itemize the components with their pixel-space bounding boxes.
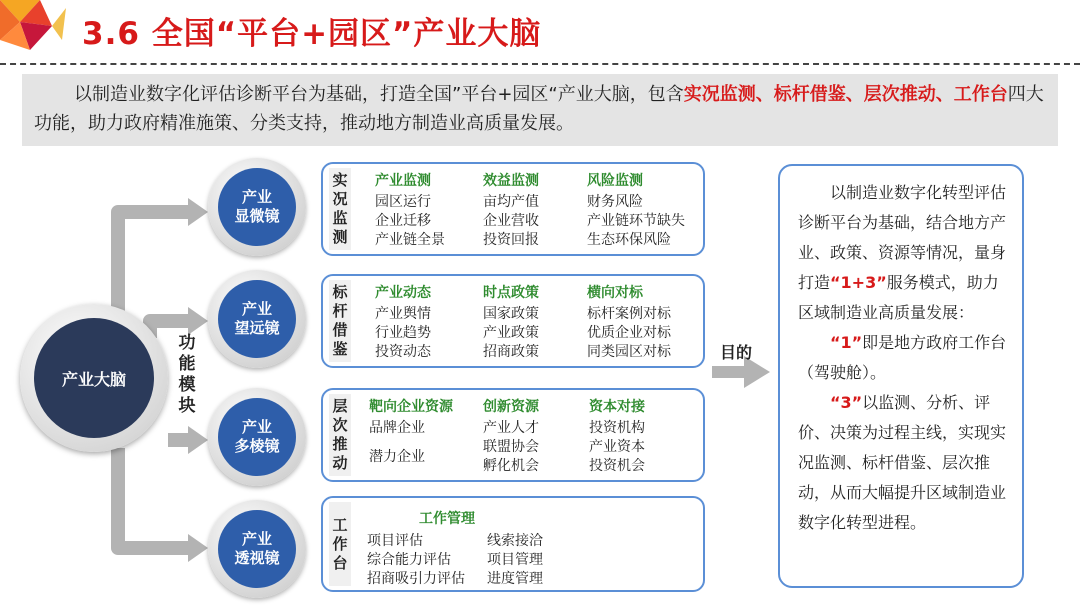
panel-benchmarking	[321, 274, 705, 368]
column-header: 靶向企业资源	[369, 399, 453, 415]
list-item: 产业链全景	[375, 232, 445, 248]
function-module-label	[176, 333, 198, 417]
panel-column	[375, 172, 445, 250]
list-item: 综合能力评估	[367, 552, 451, 568]
panel-column	[589, 398, 645, 476]
column-header: 横向对标	[587, 285, 643, 301]
list-item: 产业政策	[483, 325, 539, 341]
list-item: 亩均产值	[483, 194, 539, 210]
purpose-box	[778, 164, 1024, 588]
module-label-char: 能	[178, 354, 196, 374]
list-item: 国家政策	[483, 306, 539, 322]
column-header: 资本对接	[589, 399, 645, 415]
panel-column	[483, 398, 539, 476]
list-item: 行业趋势	[375, 325, 431, 341]
lens-label: 产业	[241, 300, 272, 318]
panel-column	[375, 284, 431, 362]
list-item: 项目管理	[487, 552, 543, 568]
core-label: 产业大脑	[34, 318, 154, 438]
intro-text-tail: 四大功能，助力政府精准施策、分类支持，推动地方制造业高质量发展。	[34, 84, 1044, 134]
column-header: 时点政策	[483, 285, 539, 301]
panel-column	[587, 284, 671, 362]
list-item: 投资机构	[589, 420, 645, 436]
module-label-char: 块	[178, 396, 196, 416]
list-item: 招商政策	[483, 344, 539, 360]
list-item: 品牌企业	[369, 420, 425, 436]
list-item: 同类园区对标	[587, 344, 671, 360]
list-item: 进度管理	[487, 571, 543, 587]
module-label-char: 模	[178, 375, 196, 395]
panel-workbench	[321, 496, 705, 592]
list-item: 孵化机会	[483, 458, 539, 474]
list-item: 线索接洽	[487, 533, 543, 549]
lens-telescope	[208, 270, 306, 368]
panel-column	[369, 398, 453, 467]
list-item: 生态环保风险	[587, 232, 671, 248]
panel-tab: 实 况 监 测	[329, 168, 351, 250]
list-item: 企业营收	[483, 213, 539, 229]
list-item: 潜力企业	[369, 449, 425, 465]
panel-tab: 层 次 推 动	[329, 394, 351, 476]
lens-prism	[208, 388, 306, 486]
industry-brain-core	[20, 304, 168, 452]
lens-label: 产业	[241, 418, 272, 436]
list-item: 投资动态	[375, 344, 431, 360]
column-header: 工作管理	[419, 511, 475, 527]
list-item: 产业舆情	[375, 306, 431, 322]
lens-microscope	[208, 158, 306, 256]
list-item: 产业人才	[483, 420, 539, 436]
column-header: 风险监测	[587, 173, 643, 189]
column-header: 创新资源	[483, 399, 539, 415]
panel-tab: 标 杆 借 鉴	[329, 280, 351, 362]
page-title: 3.6 全国“平台+园区”产业大脑	[82, 16, 542, 52]
list-item: 联盟协会	[483, 439, 539, 455]
purpose-paragraph: “3”以监测、分析、评价、决策为过程主线，实现实况监测、标杆借鉴、层次推动，从而大幅提升区域制造业数字化转型进程。	[798, 393, 1007, 532]
panel-live-monitoring	[321, 162, 705, 256]
list-item: 标杆案例对标	[587, 306, 671, 322]
lens-label: 产业	[241, 530, 272, 548]
module-label-char: 功	[178, 333, 196, 353]
panel-tab: 工 作 台	[329, 502, 351, 586]
lens-label: 多棱镜	[234, 437, 280, 455]
list-item: 招商吸引力评估	[367, 571, 465, 587]
workbench-left-list	[367, 532, 465, 589]
goal-label: 目的	[720, 343, 753, 362]
list-item: 优质企业对标	[587, 325, 671, 341]
lens-label: 产业	[241, 188, 272, 206]
list-item: 投资机会	[589, 458, 645, 474]
list-item: 产业资本	[589, 439, 645, 455]
lens-perspective	[208, 500, 306, 598]
list-item: 园区运行	[375, 194, 431, 210]
lens-label: 透视镜	[234, 549, 280, 567]
list-item: 财务风险	[587, 194, 643, 210]
purpose-paragraph: 以制造业数字化转型评估诊断平台为基础，结合地方产业、政策、资源等情况，量身打造“1+3”服务模式，助力区域制造业高质量发展：	[798, 183, 1007, 322]
workbench-right-list	[487, 532, 543, 589]
list-item: 投资回报	[483, 232, 539, 248]
column-header: 产业监测	[375, 173, 431, 189]
column-header: 产业动态	[375, 285, 431, 301]
panel-column	[483, 172, 539, 250]
list-item: 产业链环节缺失	[587, 213, 685, 229]
list-item: 企业迁移	[375, 213, 431, 229]
lens-label: 望远镜	[234, 319, 280, 337]
lens-label: 显微镜	[234, 207, 280, 225]
panel-tiered-promotion	[321, 388, 705, 482]
panel-column	[483, 284, 539, 362]
list-item: 项目评估	[367, 533, 423, 549]
intro-text: 以制造业数字化评估诊断平台为基础，打造全国”平台+园区“产业大脑，包含	[74, 84, 684, 105]
panel-column	[587, 172, 685, 250]
column-header: 效益监测	[483, 173, 539, 189]
purpose-paragraph: “1”即是地方政府工作台（驾驶舱）。	[798, 333, 1007, 382]
intro-highlight: 实况监测、标杆借鉴、层次推动、工作台	[683, 84, 1008, 105]
